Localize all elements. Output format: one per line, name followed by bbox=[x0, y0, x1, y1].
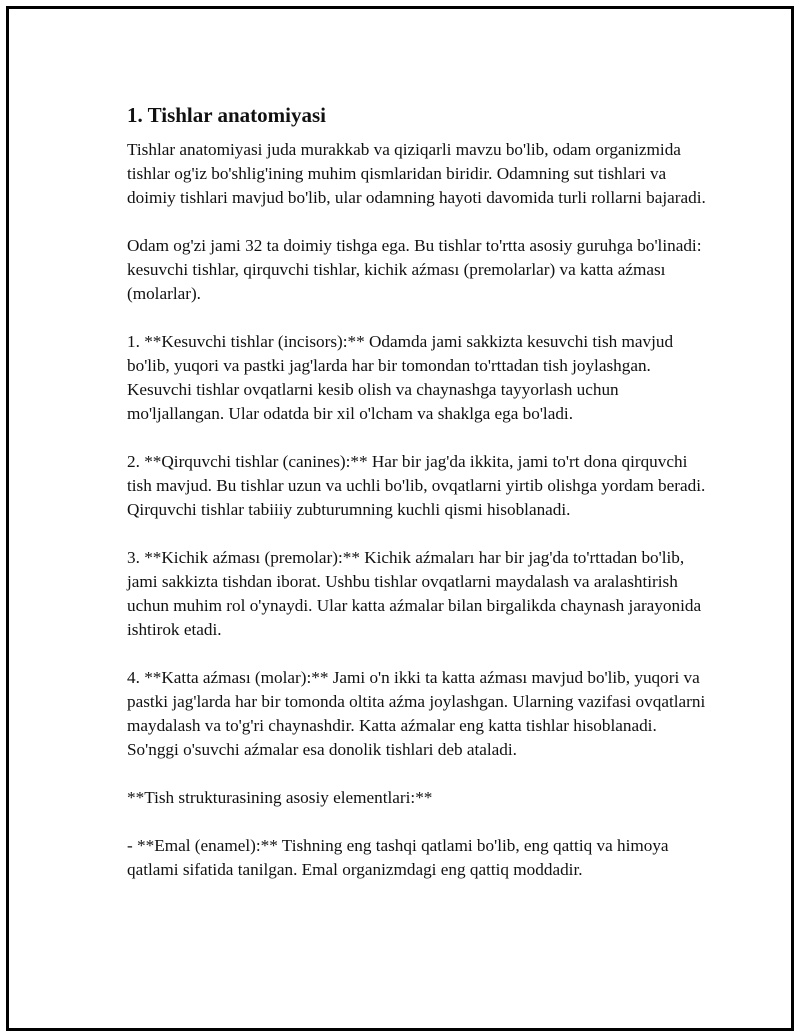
paragraph-intro: Tishlar anatomiyasi juda murakkab va qiziqarli mavzu bo'lib, odam organizmida tishlar og'iz bo'shlig'ining muhim qismlaridan biridir. Odamning sut tishlari va doimiy tishlari mavjud bo'lib, ular odamning hayoti davomida turli rollarni bajaradi. bbox=[127, 140, 706, 207]
paragraph-molars: 4. **Katta aźması (molar):** Jami o'n ikki ta katta aźması mavjud bo'lib, yuqori va pastki jag'larda har bir tomonda oltita aźma joylashgan. Ularning vazifasi ovqatlarni maydalash va to'g'ri chaynashdir. Katta aźmalar eng katta tishlar hisoblanadi. So'nggi o'suvchi aźmalar esa donolik tishlari deb ataladi. bbox=[127, 668, 706, 759]
paragraph-canines: 2. **Qirquvchi tishlar (canines):** Har bir jag'da ikkita, jami to'rt dona qirquvchi tish mavjud. Bu tishlar uzun va uchli bo'lib, ovqatlarni yirtib olishga yordam beradi. Qirquvchi tishlar tabiiiy zubturumning kuchli qismi hisoblanadi. bbox=[127, 452, 706, 519]
document-body bbox=[127, 102, 707, 906]
page-title: 1. Tishlar anatomiyasi bbox=[127, 103, 326, 127]
paragraph-enamel: - **Emal (enamel):** Tishning eng tashqi qatlami bo'lib, eng qattiq va himoya qatlami sifatida tanilgan. Emal organizmdagi eng qattiq moddadir. bbox=[127, 836, 669, 879]
page-frame bbox=[6, 6, 794, 1031]
paragraph-incisors: 1. **Kesuvchi tishlar (incisors):** Odamda jami sakkizta kesuvchi tish mavjud bo'lib, yuqori va pastki jag'larda har bir tomondan to'rttadan tish joylashgan. Kesuvchi tishlar ovqatlarni kesib olish va chaynashga tayyorlash uchun mo'ljallangan. Ular odatda bir xil o'lcham va shaklga ega bo'ladi. bbox=[127, 332, 674, 423]
paragraph-tooth-groups: Odam og'zi jami 32 ta doimiy tishga ega. Bu tishlar to'rtta asosiy guruhga bo'linadi: kesuvchi tishlar, qirquvchi tishlar, kichik aźması (premolarlar) va katta aźması (molarlar). bbox=[127, 236, 702, 303]
paragraph-premolars: 3. **Kichik aźması (premolar):** Kichik aźmaları har bir jag'da to'rttadan bo'lib, jami sakkizta tishdan iborat. Ushbu tishlar ovqatlarni maydalash va aralashtirish uchun muhim rol o'ynaydi. Ular katta aźmalar bilan birgalikda chaynash jarayonida ishtirok etadi. bbox=[127, 548, 702, 639]
paragraph-structure-heading: **Tish strukturasining asosiy elementlari:** bbox=[127, 788, 433, 807]
